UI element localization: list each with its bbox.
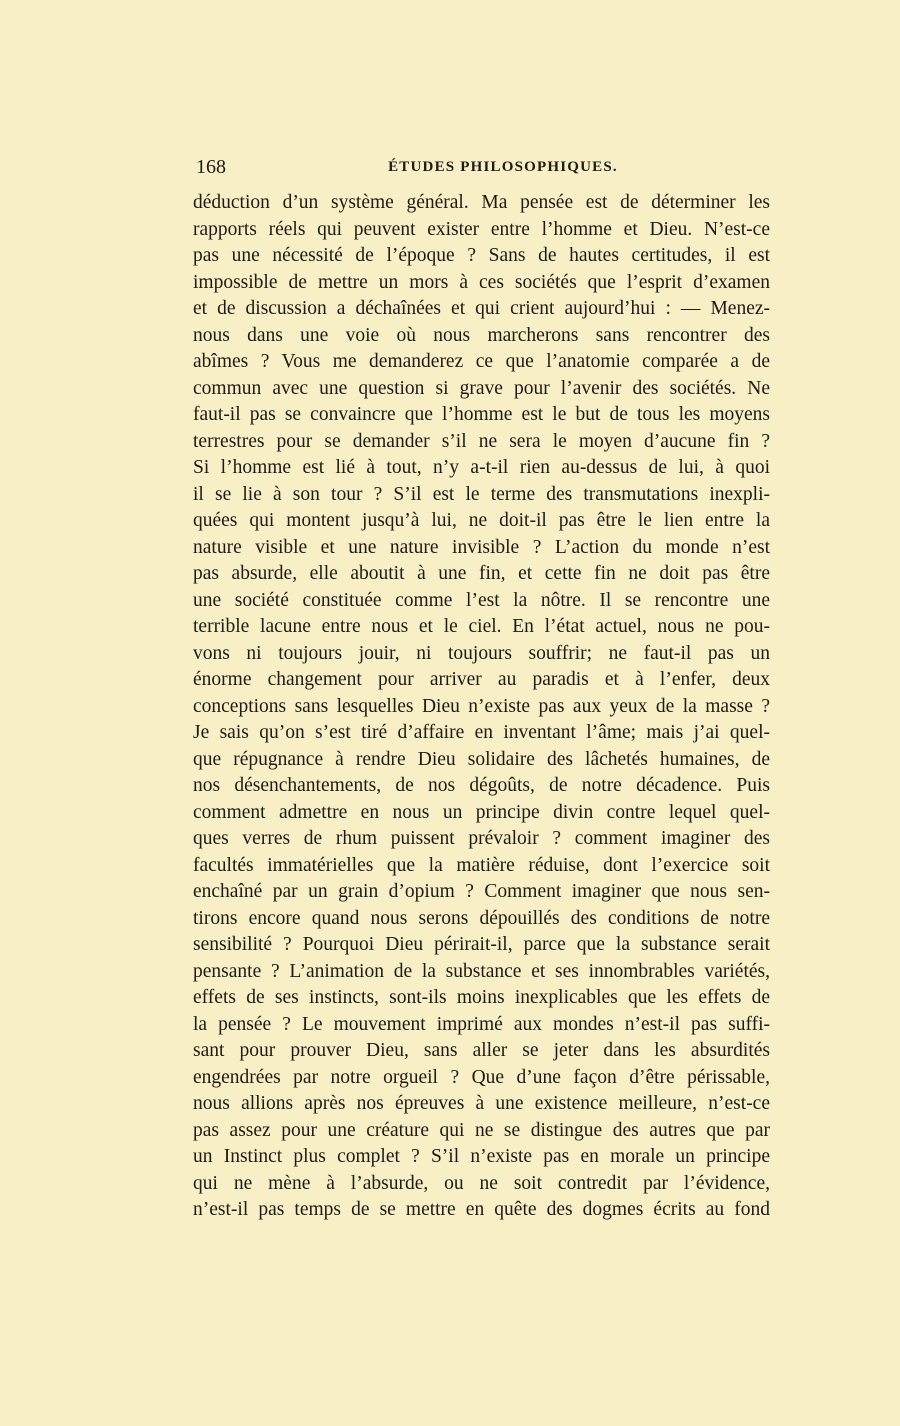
text-line: un Instinct plus complet ? S’il n’existe pas en morale un principe <box>193 1146 770 1167</box>
text-line: vons ni toujours jouir, ni toujours souffrir; ne faut-il pas un <box>193 642 770 664</box>
text-line: que répugnance à rendre Dieu solidaire des lâchetés humaines, de <box>193 748 770 770</box>
text-line: il se lie à son tour ? S’il est le terme des transmutations inexpli- <box>193 483 770 505</box>
body-text <box>193 190 770 1224</box>
text-line: faut-il pas se convaincre que l’homme est le but de tous les moyens <box>193 404 770 425</box>
text-line: pas assez pour une créature qui ne se distingue des autres que par <box>193 1119 770 1141</box>
text-line: la pensée ? Le mouvement imprimé aux mondes n’est-il pas suffi- <box>193 1013 770 1035</box>
text-line: comment admettre en nous un principe divin contre lequel quel- <box>193 801 770 823</box>
text-line: nature visible et une nature invisible ? L’action du monde n’est <box>193 536 770 558</box>
text-line: sensibilité ? Pourquoi Dieu périrait-il, parce que la substance serait <box>193 934 770 955</box>
text-line: abîmes ? Vous me demanderez ce que l’anatomie comparée a de <box>193 351 770 372</box>
running-header <box>196 156 770 182</box>
text-line: ques verres de rhum puissent prévaloir ? comment imaginer des <box>193 828 770 849</box>
text-line: une société constituée comme l’est la nôtre. Il se rencontre une <box>193 589 770 611</box>
running-title: ÉTUDES PHILOSOPHIQUES. <box>388 159 618 175</box>
text-line: sant pour prouver Dieu, sans aller se jeter dans les absurdités <box>193 1040 770 1061</box>
text-line: terrible lacune entre nous et le ciel. En l’état actuel, nous ne pou- <box>193 616 770 637</box>
text-line: et de discussion a déchaînées et qui crient aujourd’hui : — Menez- <box>193 298 770 319</box>
text-line: terrestres pour se demander s’il ne sera le moyen d’aucune fin ? <box>193 430 770 452</box>
text-line: énorme changement pour arriver au paradis et à l’enfer, deux <box>193 669 770 690</box>
text-line: pas absurde, elle aboutit à une fin, et cette fin ne doit pas être <box>193 563 770 584</box>
text-line: conceptions sans lesquelles Dieu n’existe pas aux yeux de la masse ? <box>193 695 770 717</box>
text-line: engendrées par notre orgueil ? Que d’une façon d’être périssable, <box>193 1066 770 1088</box>
text-line: pas une nécessité de l’époque ? Sans de hautes certitudes, il est <box>193 245 770 266</box>
text-line: rapports réels qui peuvent exister entre l’homme et Dieu. N’est-ce <box>193 218 770 240</box>
text-line: enchaîné par un grain d’opium ? Comment imaginer que nous sen- <box>193 881 770 902</box>
page-number: 168 <box>196 156 226 178</box>
text-line: quées qui montent jusqu’à lui, ne doit-il pas être le lien entre la <box>193 510 770 531</box>
text-line: nous dans une voie où nous marcherons sans rencontrer des <box>193 324 770 346</box>
text-line: impossible de mettre un mors à ces sociétés que l’esprit d’examen <box>193 271 770 293</box>
text-line: Si l’homme est lié à tout, n’y a-t-il rien au-dessus de lui, à quoi <box>193 457 770 478</box>
text-line: Je sais qu’on s’est tiré d’affaire en inventant l’âme; mais j’ai quel- <box>193 722 770 743</box>
text-line: effets de ses instincts, sont-ils moins inexplicables que les effets de <box>193 987 770 1008</box>
text-line: facultés immatérielles que la matière réduise, dont l’exercice soit <box>193 854 770 876</box>
text-line: nos désenchantements, de nos dégoûts, de notre décadence. Puis <box>193 775 770 796</box>
text-line: qui ne mène à l’absurde, ou ne soit contredit par l’évidence, <box>193 1172 770 1194</box>
text-line: nous allions après nos épreuves à une existence meilleure, n’est-ce <box>193 1093 770 1114</box>
text-line: déduction d’un système général. Ma pensée est de déterminer les <box>193 192 770 213</box>
text-line: commun avec une question si grave pour l’avenir des sociétés. Ne <box>193 377 770 399</box>
text-line: pensante ? L’animation de la substance et ses innombrables variétés, <box>193 960 770 982</box>
text-line: tirons encore quand nous serons dépouillés des conditions de notre <box>193 907 770 929</box>
text-line: n’est-il pas temps de se mettre en quête des dogmes écrits au fond <box>193 1199 770 1220</box>
